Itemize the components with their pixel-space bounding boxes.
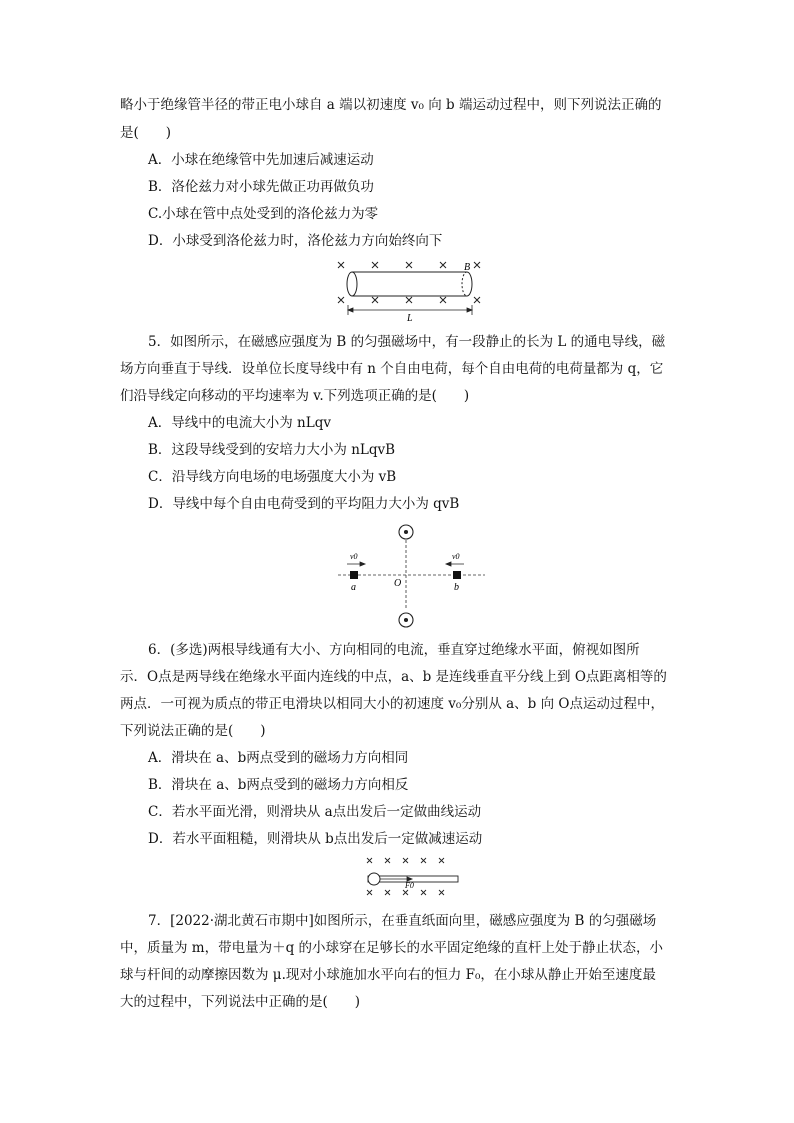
q5-option-a: A．导线中的电流大小为 nLqv (148, 415, 331, 431)
dashed-axes (338, 540, 485, 608)
q5-stem-line-3: 们沿导线定向移动的平均速率为 v.下列选项正确的是( ) (120, 388, 470, 404)
v0-label-right: v0 (452, 552, 460, 561)
q5-stem-line-2: 场方向垂直于导线．设单位长度导线中有 n 个自由电荷，每个自由电荷的电荷量都为 q，它 (120, 361, 664, 377)
q6-stem-line-2: 示．O点是两导线在绝缘水平面内连线的中点，a、b 是连线垂直平分线上到 O点距离相等的 (120, 669, 667, 685)
charged-ball (368, 873, 380, 885)
point-a-label: a (351, 582, 356, 593)
insulating-tube (347, 272, 472, 296)
q6-stem-line-1: 6．(多选)两根导线通有大小、方向相同的电流，垂直穿过绝缘水平面，俯视如图所 (148, 642, 640, 658)
tube-label-b: B (464, 262, 471, 273)
q6-stem-line-3: 两点．一可视为质点的带正电滑块以相同大小的初速度 v₀分别从 a、b 向 O点运动过程中， (120, 696, 664, 712)
point-o-label: O (394, 578, 402, 589)
q7-stem-line-2: 中，质量为 m，带电量为＋q 的小球穿在足够长的水平固定绝缘的直杆上处于静止状态，小 (120, 940, 664, 956)
q4-stem-line-2: 是( ) (120, 125, 172, 141)
force-label: F0 (405, 881, 414, 890)
q4-stem-line-1: 略小于绝缘管半径的带正电小球自 a 端以初速度 v₀ 向 b 端运动过程中，则下列说法正确的 (120, 97, 662, 113)
field-marks-row2 (367, 890, 444, 895)
field-marks-bottom (338, 297, 480, 303)
two-wires-figure (330, 520, 490, 632)
q7-stem-line-4: 大的过程中，下列说法中正确的是( ) (120, 994, 361, 1010)
field-marks-top (338, 262, 480, 268)
rod-ball-figure (360, 853, 465, 903)
q6-option-d: D．若水平面粗糙，则滑块从 b点出发后一定做减速运动 (148, 831, 483, 847)
tube-figure (330, 255, 490, 325)
wire-bottom-current-out (399, 613, 413, 627)
field-marks-row1 (367, 858, 444, 863)
q7-stem-line-1: 7．[2022·湖北黄石市期中]如图所示，在垂直纸面向里，磁感应强度为 B 的匀强磁场 (148, 913, 657, 929)
wire-top-current-out (399, 525, 413, 539)
q6-option-c: C．若水平面光滑，则滑块从 a点出发后一定做曲线运动 (148, 804, 482, 820)
v0-label-left: v0 (350, 552, 358, 561)
q4-option-d: D．小球受到洛伦兹力时，洛伦兹力方向始终向下 (148, 233, 443, 249)
q5-option-d: D．导线中每个自由电荷受到的平均阻力大小为 qvB (148, 496, 460, 512)
q6-stem-line-4: 下列说法正确的是( ) (120, 723, 266, 739)
velocity-arrow-right (446, 562, 464, 566)
q4-option-a: A．小球在绝缘管中先加速后减速运动 (148, 152, 374, 168)
length-label: L (407, 313, 413, 324)
q7-stem-line-3: 球与杆间的动摩擦因数为 μ.现对小球施加水平向右的恒力 F₀，在小球从静止开始至速度最 (120, 967, 656, 983)
q5-option-b: B．这段导线受到的安培力大小为 nLqvB (148, 442, 396, 458)
slider-b (453, 571, 461, 579)
q4-option-b: B．洛伦兹力对小球先做正功再做负功 (148, 179, 374, 195)
q5-stem-line-1: 5．如图所示，在磁感应强度为 B 的匀强磁场中，有一段静止的长为 L 的通电导线，磁 (148, 334, 666, 350)
velocity-arrow-left (347, 562, 365, 566)
q6-option-a: A．滑块在 a、b两点受到的磁场力方向相同 (148, 750, 409, 766)
q4-option-c: C.小球在管中点处受到的洛伦兹力为零 (148, 206, 379, 222)
q6-option-b: B．滑块在 a、b两点受到的磁场力方向相反 (148, 777, 409, 793)
slider-a (350, 571, 358, 579)
q5-option-c: C．沿导线方向电场的电场强度大小为 vB (148, 469, 397, 485)
point-b-label: b (454, 582, 459, 593)
